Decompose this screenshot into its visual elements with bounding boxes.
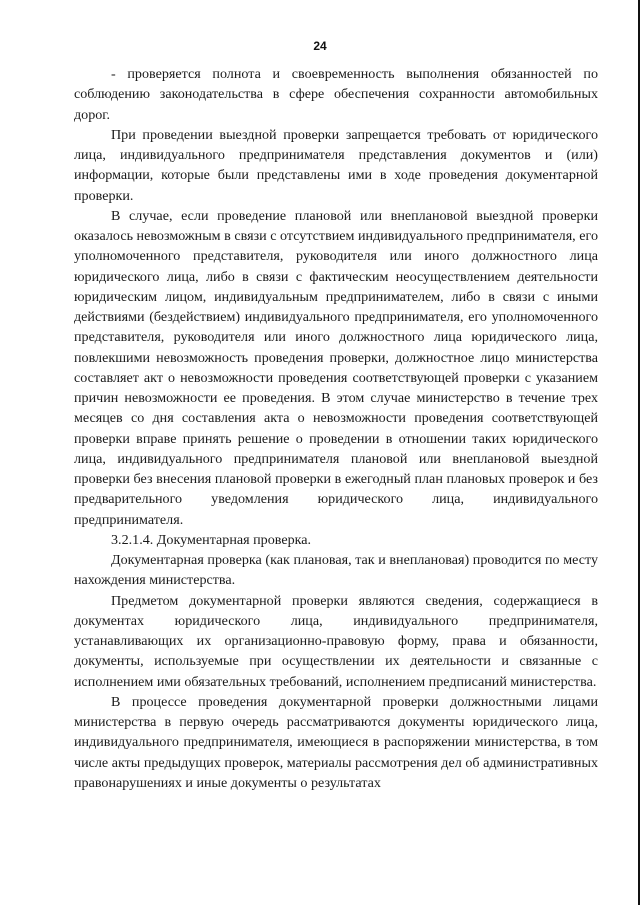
paragraph-onsite-inspection-prohibition: При проведении выездной проверки запрещается требовать от юридического лица, индивидуального предпринимателя представления документов и (или) информации, которые были представлены ими в ходе проведения документарной проверки.: [74, 126, 598, 204]
paragraph-inspection-impossibility: В случае, если проведение плановой или внеплановой выездной проверки оказалось невозможным в связи с отсутствием индивидуального предпринимателя, его уполномоченного представителя, руководителя или иного должностного лица юридического лица, либо в связи с фактическим неосуществлением деятельности юридическим лицом, индивидуальным предпринимателем, либо в связи с иными действиями (бездействием) индивидуального предпринимателя, его уполномоченного представителя, руководителя или иного должностного лица юридического лица, повлекшими невозможность проведения проверки, должностное лицо министерства составляет акт о невозможности проведения соответствующей проверки с указанием причин невозможности ее проведения. В этом случае министерство в течение трех месяцев со дня составления акта о невозможности проведения соответствующей проверки вправе принять решение о проведении в отношении таких юридического лица, индивидуального предпринимателя плановой или внеплановой выездной проверки без внесения плановой проверки в ежегодный план плановых проверок и без предварительного уведомления юридического лица, индивидуального предпринимателя.: [74, 207, 598, 528]
paragraph-documentary-location: Документарная проверка (как плановая, так и внеплановая) проводится по месту нахождения министерства.: [74, 552, 598, 589]
body-text: [74, 64, 598, 793]
paragraph-documentary-process: В процессе проведения документарной проверки должностными лицами министерства в первую очередь рассматриваются документы юридического лица, индивидуального предпринимателя, имеющиеся в распоряжении министерства, в том числе акты предыдущих проверок, материалы рассмотрения дел об административных правонарушениях и иные документы о результатах: [74, 693, 598, 791]
page-number: 24: [313, 39, 327, 53]
paragraph-documentary-subject: Предметом документарной проверки являются сведения, содержащиеся в документах юридического лица, индивидуального предпринимателя, устанавливающих их организационно-правовую форму, права и обязанности, документы, используемые при осуществлении их деятельности и связанные с исполнением ими обязательных требований, исполнением предписаний министерства.: [74, 592, 598, 690]
paragraph-obligations-check: - проверяется полнота и своевременность выполнения обязанностей по соблюдению законодательства в сфере обеспечения сохранности автомобильных дорог.: [74, 66, 598, 123]
section-heading-documentary-inspection: 3.2.1.4. Документарная проверка.: [111, 531, 312, 548]
